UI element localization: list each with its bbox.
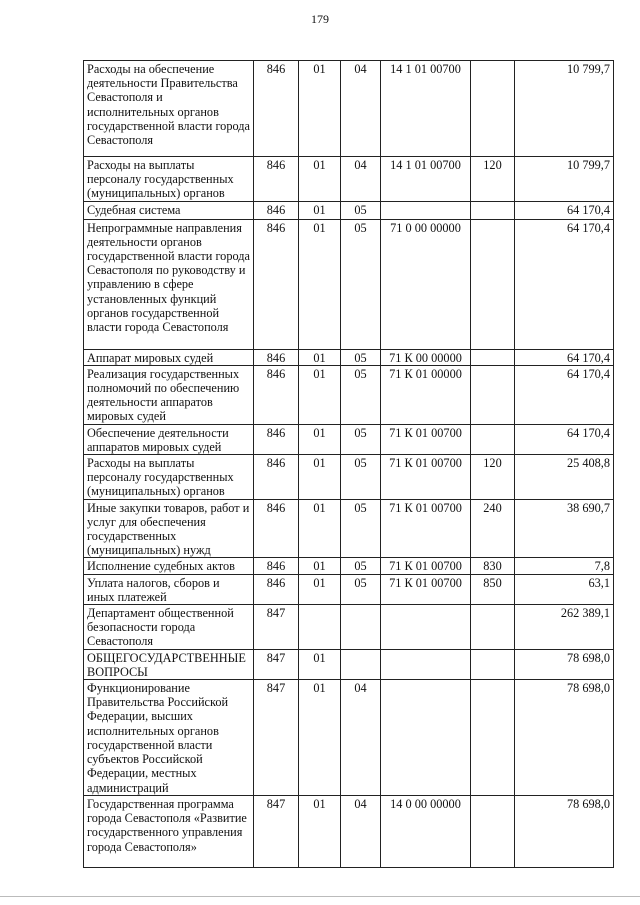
section-code-cell: 01 (299, 219, 341, 349)
section-code-cell: 01 (299, 201, 341, 219)
section-code-cell: 01 (299, 424, 341, 454)
expense-type-cell (471, 424, 515, 454)
subsection-code-cell: 04 (341, 796, 381, 868)
subsection-code-cell (341, 649, 381, 679)
expense-name-cell: Иные закупки товаров, работ и услуг для обеспечения государственных (муниципальных) нужд (84, 499, 254, 558)
expense-type-cell: 120 (471, 157, 515, 202)
subsection-code-cell: 04 (341, 61, 381, 157)
section-code-cell: 01 (299, 157, 341, 202)
section-code-cell (299, 605, 341, 650)
amount-cell: 64 170,4 (515, 349, 614, 365)
section-code-cell: 01 (299, 365, 341, 424)
subsection-code-cell: 05 (341, 219, 381, 349)
department-code-cell: 846 (254, 558, 299, 574)
section-code-cell: 01 (299, 796, 341, 868)
target-article-cell: 71 К 01 00700 (381, 499, 471, 558)
target-article-cell: 14 0 00 00000 (381, 796, 471, 868)
amount-cell: 25 408,8 (515, 455, 614, 500)
department-code-cell: 846 (254, 574, 299, 604)
table-row (84, 365, 614, 424)
expense-type-cell: 240 (471, 499, 515, 558)
amount-cell: 10 799,7 (515, 157, 614, 202)
subsection-code-cell: 04 (341, 157, 381, 202)
subsection-code-cell: 05 (341, 365, 381, 424)
amount-cell: 64 170,4 (515, 219, 614, 349)
table-row (84, 558, 614, 574)
section-code-cell: 01 (299, 455, 341, 500)
budget-table-body (84, 61, 614, 868)
amount-cell: 262 389,1 (515, 605, 614, 650)
subsection-code-cell: 05 (341, 424, 381, 454)
expense-type-cell (471, 201, 515, 219)
department-code-cell: 846 (254, 365, 299, 424)
expense-name-cell: ОБЩЕГОСУДАРСТВЕННЫЕ ВОПРОСЫ (84, 649, 254, 679)
expense-name-cell: Департамент общественной безопасности города Севастополя (84, 605, 254, 650)
expense-type-cell (471, 605, 515, 650)
expense-name-cell: Расходы на выплаты персоналу государственных (муниципальных) органов (84, 157, 254, 202)
section-code-cell: 01 (299, 574, 341, 604)
table-row (84, 61, 614, 157)
table-row (84, 219, 614, 349)
department-code-cell: 846 (254, 424, 299, 454)
table-row (84, 605, 614, 650)
table-row (84, 455, 614, 500)
expense-type-cell: 850 (471, 574, 515, 604)
target-article-cell: 71 К 01 00700 (381, 574, 471, 604)
table-row (84, 201, 614, 219)
table-row (84, 424, 614, 454)
target-article-cell (381, 201, 471, 219)
target-article-cell: 71 К 00 00000 (381, 349, 471, 365)
expense-name-cell: Обеспечение деятельности аппаратов мировых судей (84, 424, 254, 454)
expense-name-cell: Государственная программа города Севастополя «Развитие государственного управления города Севастополя» (84, 796, 254, 868)
amount-cell: 78 698,0 (515, 796, 614, 868)
section-code-cell: 01 (299, 558, 341, 574)
expense-name-cell: Аппарат мировых судей (84, 349, 254, 365)
department-code-cell: 846 (254, 499, 299, 558)
department-code-cell: 846 (254, 455, 299, 500)
expense-type-cell (471, 680, 515, 796)
department-code-cell: 846 (254, 201, 299, 219)
subsection-code-cell: 05 (341, 201, 381, 219)
expense-name-cell: Уплата налогов, сборов и иных платежей (84, 574, 254, 604)
subsection-code-cell: 05 (341, 499, 381, 558)
table-row (84, 499, 614, 558)
target-article-cell: 71 К 01 00700 (381, 455, 471, 500)
expense-name-cell: Расходы на выплаты персоналу государственных (муниципальных) органов (84, 455, 254, 500)
target-article-cell: 71 К 01 00700 (381, 424, 471, 454)
page-number: 179 (311, 12, 329, 26)
table-row (84, 649, 614, 679)
department-code-cell: 846 (254, 349, 299, 365)
expense-type-cell (471, 61, 515, 157)
target-article-cell: 71 0 00 00000 (381, 219, 471, 349)
expense-type-cell (471, 796, 515, 868)
expense-type-cell (471, 649, 515, 679)
expense-type-cell: 120 (471, 455, 515, 500)
section-code-cell: 01 (299, 649, 341, 679)
expense-name-cell: Непрограммные направления деятельности органов государственной власти города Севастополя по руководству и управлению в сфере установленных функций органов государственной власти города Севастополя (84, 219, 254, 349)
expense-name-cell: Судебная система (84, 201, 254, 219)
target-article-cell (381, 680, 471, 796)
expense-name-cell: Функционирование Правительства Российской Федерации, высших исполнительных органов государственной власти субъектов Российской Федерации, местных администраций (84, 680, 254, 796)
department-code-cell: 847 (254, 680, 299, 796)
department-code-cell: 847 (254, 796, 299, 868)
expense-name-cell: Расходы на обеспечение деятельности Правительства Севастополя и исполнительных органов государственной власти города Севастополя (84, 61, 254, 157)
table-row (84, 349, 614, 365)
budget-table (83, 60, 614, 868)
amount-cell: 10 799,7 (515, 61, 614, 157)
department-code-cell: 846 (254, 219, 299, 349)
table-row (84, 680, 614, 796)
expense-type-cell (471, 349, 515, 365)
subsection-code-cell: 05 (341, 574, 381, 604)
table-row (84, 157, 614, 202)
table-row (84, 796, 614, 868)
section-code-cell: 01 (299, 680, 341, 796)
amount-cell: 64 170,4 (515, 365, 614, 424)
expense-type-cell (471, 365, 515, 424)
amount-cell: 78 698,0 (515, 680, 614, 796)
target-article-cell (381, 649, 471, 679)
expense-type-cell: 830 (471, 558, 515, 574)
department-code-cell: 846 (254, 61, 299, 157)
amount-cell: 63,1 (515, 574, 614, 604)
subsection-code-cell: 05 (341, 455, 381, 500)
department-code-cell: 847 (254, 649, 299, 679)
department-code-cell: 846 (254, 157, 299, 202)
section-code-cell: 01 (299, 61, 341, 157)
expense-name-cell: Исполнение судебных актов (84, 558, 254, 574)
expense-type-cell (471, 219, 515, 349)
subsection-code-cell: 05 (341, 558, 381, 574)
subsection-code-cell: 04 (341, 680, 381, 796)
amount-cell: 78 698,0 (515, 649, 614, 679)
page-bottom-edge (0, 896, 640, 899)
section-code-cell: 01 (299, 499, 341, 558)
target-article-cell: 71 К 01 00700 (381, 558, 471, 574)
table-row (84, 574, 614, 604)
amount-cell: 38 690,7 (515, 499, 614, 558)
expense-name-cell: Реализация государственных полномочий по обеспечению деятельности аппаратов мировых судей (84, 365, 254, 424)
department-code-cell: 847 (254, 605, 299, 650)
subsection-code-cell (341, 605, 381, 650)
target-article-cell: 71 К 01 00000 (381, 365, 471, 424)
target-article-cell: 14 1 01 00700 (381, 61, 471, 157)
section-code-cell: 01 (299, 349, 341, 365)
amount-cell: 64 170,4 (515, 201, 614, 219)
target-article-cell: 14 1 01 00700 (381, 157, 471, 202)
amount-cell: 7,8 (515, 558, 614, 574)
amount-cell: 64 170,4 (515, 424, 614, 454)
subsection-code-cell: 05 (341, 349, 381, 365)
target-article-cell (381, 605, 471, 650)
